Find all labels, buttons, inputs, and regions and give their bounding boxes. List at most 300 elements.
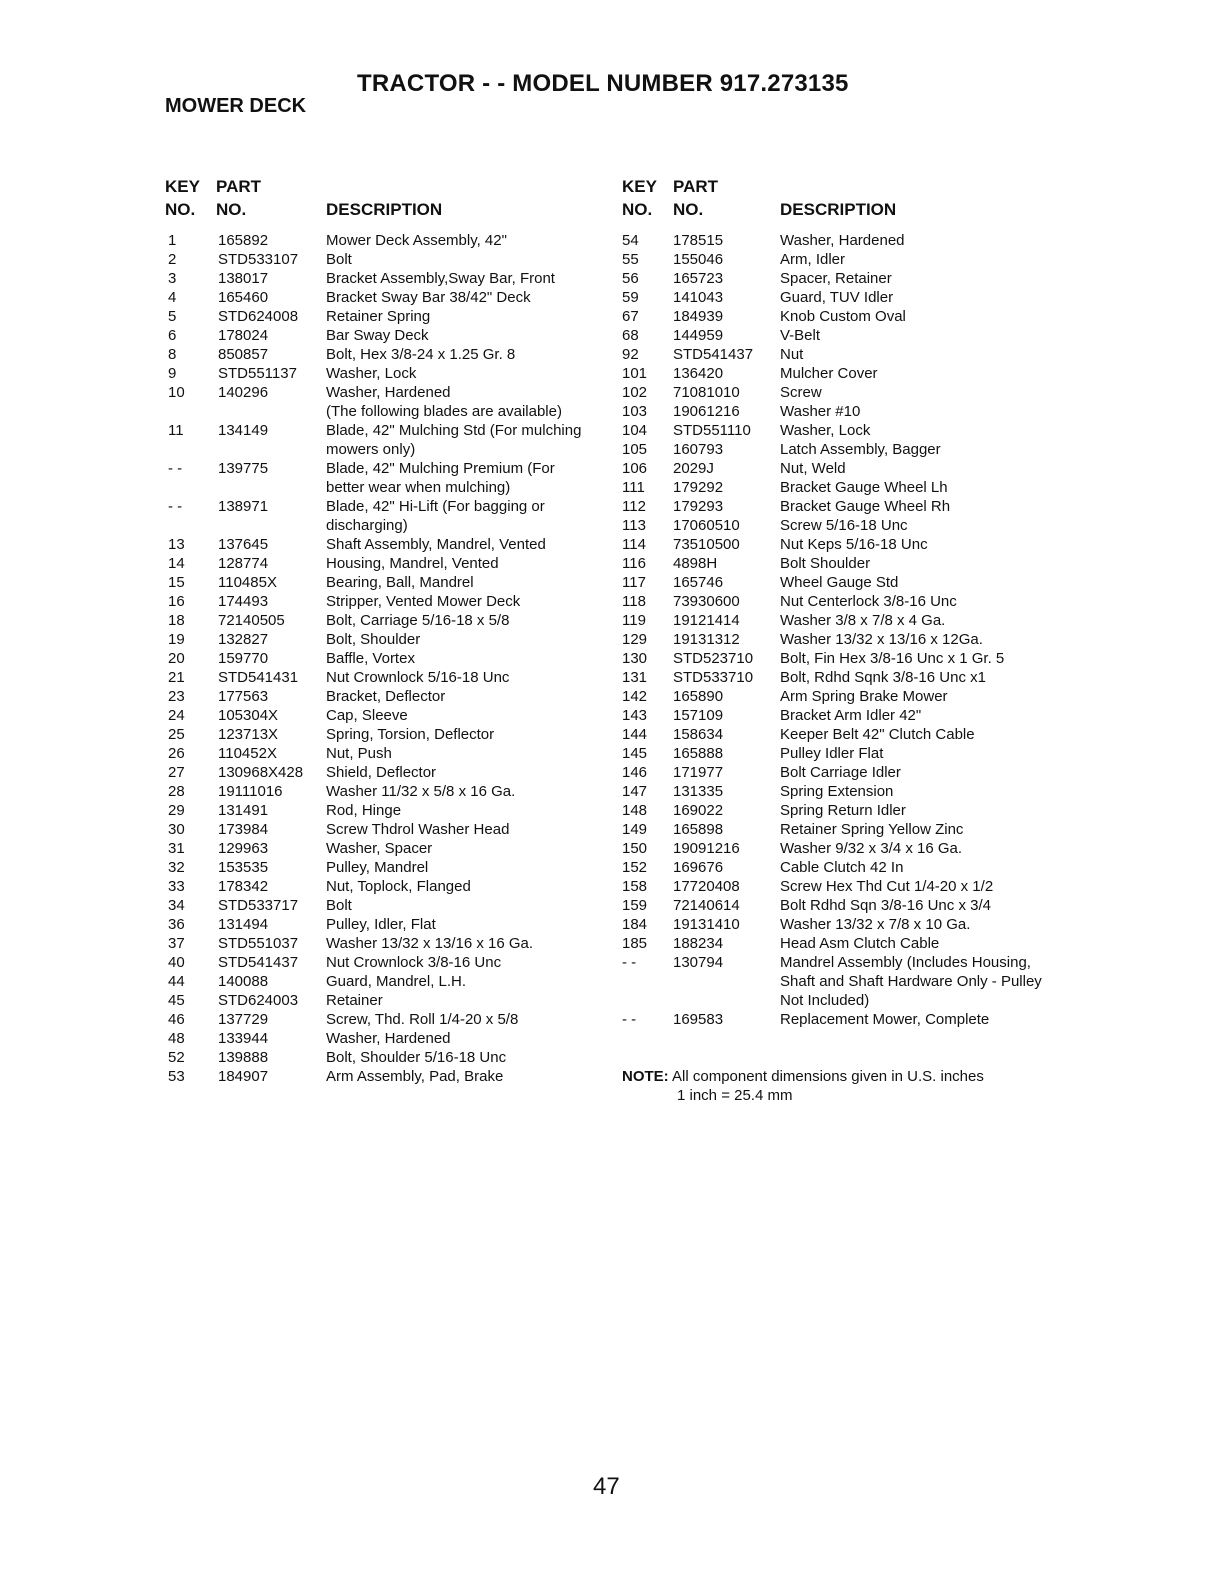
part-description: Stripper, Vented Mower Deck xyxy=(326,593,521,610)
part-number: STD551110 xyxy=(673,422,751,439)
part-description: Nut Crownlock 5/16-18 Unc xyxy=(326,669,510,686)
key-no-label: NO. xyxy=(622,200,653,219)
key-number: 104 xyxy=(622,422,648,439)
key-number: 14 xyxy=(168,555,185,572)
key-number: 3 xyxy=(168,270,177,287)
key-number: 44 xyxy=(168,973,185,990)
part-row xyxy=(168,365,608,384)
part-number: 177563 xyxy=(218,688,269,705)
key-number: 152 xyxy=(622,859,648,876)
part-description: Washer 13/32 x 7/8 x 10 Ga. xyxy=(780,916,971,933)
part-number: 4898H xyxy=(673,555,718,572)
parts-list-left xyxy=(168,232,608,1087)
part-number: 17060510 xyxy=(673,517,740,534)
key-number: 102 xyxy=(622,384,648,401)
part-description: Screw Thdrol Washer Head xyxy=(326,821,510,838)
key-number: 116 xyxy=(622,555,646,572)
part-number: 131335 xyxy=(673,783,724,800)
part-number: 19121414 xyxy=(673,612,740,629)
part-number: 138971 xyxy=(218,498,269,515)
part-number: 188234 xyxy=(673,935,724,952)
part-number: 137729 xyxy=(218,1011,269,1028)
part-number: 144959 xyxy=(673,327,724,344)
part-description: Nut, Weld xyxy=(780,460,846,477)
part-row xyxy=(622,270,1062,289)
part-description: Bracket Gauge Wheel Rh xyxy=(780,498,951,515)
key-number: 111 xyxy=(622,479,645,496)
key-number: 5 xyxy=(168,308,177,325)
key-number: 148 xyxy=(622,802,648,819)
part-description: Nut xyxy=(780,346,804,363)
key-header-top: KEY xyxy=(165,177,200,196)
part-row xyxy=(622,669,1062,688)
part-row xyxy=(168,650,608,669)
part-number: 19091216 xyxy=(673,840,740,857)
part-row xyxy=(168,688,608,707)
part-description: Bearing, Ball, Mandrel xyxy=(326,574,474,591)
key-number: 11 xyxy=(168,422,184,439)
part-description: Pulley Idler Flat xyxy=(780,745,884,762)
part-row xyxy=(168,289,608,308)
part-number: 850857 xyxy=(218,346,269,363)
part-row xyxy=(168,574,608,593)
key-number: 20 xyxy=(168,650,185,667)
part-description: Bar Sway Deck xyxy=(326,327,429,344)
part-description: Knob Custom Oval xyxy=(780,308,906,325)
part-row xyxy=(168,897,608,916)
part-number: STD533107 xyxy=(218,251,299,268)
key-number: 185 xyxy=(622,935,648,952)
part-number: 171977 xyxy=(673,764,724,781)
key-number: 13 xyxy=(168,536,185,553)
key-number: 15 xyxy=(168,574,185,591)
part-description: Bracket Sway Bar 38/42" Deck xyxy=(326,289,531,306)
part-number: 136420 xyxy=(673,365,724,382)
part-row xyxy=(622,422,1062,441)
part-row xyxy=(622,1011,1062,1030)
part-row xyxy=(622,498,1062,517)
part-number: 178342 xyxy=(218,878,269,895)
key-number: 146 xyxy=(622,764,648,781)
part-number: 160793 xyxy=(673,441,724,458)
part-row xyxy=(622,821,1062,840)
part-description: Guard, TUV Idler xyxy=(780,289,894,306)
part-description: Cable Clutch 42 In xyxy=(780,859,904,876)
part-description: Screw, Thd. Roll 1/4-20 x 5/8 xyxy=(326,1011,519,1028)
key-number: 1 xyxy=(168,232,177,249)
part-number: 71081010 xyxy=(673,384,740,401)
part-description: Blade, 42" Hi-Lift (For bagging or discharging) xyxy=(326,498,545,534)
part-number: 131491 xyxy=(218,802,269,819)
key-number: 118 xyxy=(622,593,646,610)
part-row xyxy=(168,251,608,270)
key-number: 106 xyxy=(622,460,648,477)
part-number: 165888 xyxy=(673,745,724,762)
key-number: 119 xyxy=(622,612,646,629)
part-number: STD624008 xyxy=(218,308,299,325)
part-description: Washer 9/32 x 3/4 x 16 Ga. xyxy=(780,840,963,857)
part-number: 139888 xyxy=(218,1049,269,1066)
key-number: 55 xyxy=(622,251,639,268)
part-number: 138017 xyxy=(218,270,269,287)
part-number: 184907 xyxy=(218,1068,269,1085)
part-description: Washer, Hardened xyxy=(326,1030,451,1047)
right-part-header xyxy=(673,176,718,198)
part-description: Nut, Toplock, Flanged xyxy=(326,878,471,895)
part-number: 169022 xyxy=(673,802,724,819)
part-header-top: PART xyxy=(216,177,262,196)
part-description: Mulcher Cover xyxy=(780,365,878,382)
right-part-no-header xyxy=(673,199,703,221)
part-description: Retainer xyxy=(326,992,383,1009)
key-number: 129 xyxy=(622,631,648,648)
key-number: 21 xyxy=(168,669,185,686)
part-row xyxy=(622,612,1062,631)
part-description: Bolt, Rdhd Sqnk 3/8-16 Unc x1 xyxy=(780,669,986,686)
part-description: Pulley, Idler, Flat xyxy=(326,916,436,933)
part-row xyxy=(168,536,608,555)
right-key-no-header xyxy=(622,199,652,221)
part-description: Spring Return Idler xyxy=(780,802,906,819)
part-number: 157109 xyxy=(673,707,724,724)
part-description: Shaft Assembly, Mandrel, Vented xyxy=(326,536,546,553)
part-row xyxy=(622,289,1062,308)
key-number: 67 xyxy=(622,308,639,325)
part-row xyxy=(168,783,608,802)
part-number: 173984 xyxy=(218,821,269,838)
part-number: 128774 xyxy=(218,555,269,572)
key-number: 48 xyxy=(168,1030,185,1047)
part-number: 178515 xyxy=(673,232,724,249)
part-number: 129963 xyxy=(218,840,269,857)
part-number: 178024 xyxy=(218,327,269,344)
part-row xyxy=(622,403,1062,422)
part-row xyxy=(168,270,608,289)
part-number: 169676 xyxy=(673,859,724,876)
part-number: 19131312 xyxy=(673,631,740,648)
part-description: Bolt Shoulder xyxy=(780,555,871,572)
key-no-label: NO. xyxy=(165,200,196,219)
part-number: 140296 xyxy=(218,384,269,401)
part-row xyxy=(168,346,608,365)
part-description: Bolt, Hex 3/8-24 x 1.25 Gr. 8 xyxy=(326,346,516,363)
part-row xyxy=(168,498,608,536)
part-number: STD523710 xyxy=(673,650,754,667)
key-number: 26 xyxy=(168,745,185,762)
part-number: STD541437 xyxy=(673,346,754,363)
part-row xyxy=(168,612,608,631)
key-number: 149 xyxy=(622,821,648,838)
part-number: 130794 xyxy=(673,954,724,971)
key-number: 27 xyxy=(168,764,185,781)
part-row xyxy=(168,878,608,897)
part-row xyxy=(622,935,1062,954)
key-number: 52 xyxy=(168,1049,185,1066)
part-row xyxy=(622,745,1062,764)
key-number: 29 xyxy=(168,802,185,819)
part-row xyxy=(168,802,608,821)
part-number: 184939 xyxy=(673,308,724,325)
part-row xyxy=(622,460,1062,479)
part-number: 139775 xyxy=(218,460,269,477)
part-description: Nut Centerlock 3/8-16 Unc xyxy=(780,593,957,610)
part-description: Blade, 42" Mulching Std (For mulching mowers only) xyxy=(326,422,582,458)
part-number: 19061216 xyxy=(673,403,740,420)
key-number: 113 xyxy=(622,517,646,534)
part-row xyxy=(168,764,608,783)
key-number: 45 xyxy=(168,992,185,1009)
part-number: 159770 xyxy=(218,650,269,667)
part-row xyxy=(622,574,1062,593)
part-number: 110485X xyxy=(218,574,277,591)
part-number: 134149 xyxy=(218,422,269,439)
part-description: Bolt, Shoulder xyxy=(326,631,421,648)
key-number: 31 xyxy=(168,840,185,857)
part-description: Latch Assembly, Bagger xyxy=(780,441,941,458)
part-number: 169583 xyxy=(673,1011,724,1028)
part-row xyxy=(622,593,1062,612)
part-description: Arm Spring Brake Mower xyxy=(780,688,948,705)
description-label: DESCRIPTION xyxy=(780,200,897,219)
key-number: 147 xyxy=(622,783,648,800)
part-description: Nut Crownlock 3/8-16 Unc xyxy=(326,954,502,971)
key-number: 23 xyxy=(168,688,185,705)
part-description: Keeper Belt 42" Clutch Cable xyxy=(780,726,975,743)
part-row xyxy=(168,669,608,688)
part-row xyxy=(622,726,1062,745)
part-row xyxy=(622,688,1062,707)
part-number: STD541431 xyxy=(218,669,299,686)
page-number: 47 xyxy=(593,1473,620,1500)
part-row xyxy=(168,593,608,612)
part-row xyxy=(168,384,608,403)
part-description: Nut Keps 5/16-18 Unc xyxy=(780,536,928,553)
part-description: Washer 13/32 x 13/16 x 16 Ga. xyxy=(326,935,534,952)
part-number: 110452X xyxy=(218,745,277,762)
key-number: 37 xyxy=(168,935,185,952)
part-description: Spring, Torsion, Deflector xyxy=(326,726,495,743)
key-number: 131 xyxy=(622,669,648,686)
part-number: 73930600 xyxy=(673,593,740,610)
left-description-header xyxy=(326,199,442,221)
part-number: 132827 xyxy=(218,631,269,648)
part-description: Cap, Sleeve xyxy=(326,707,408,724)
part-row xyxy=(168,935,608,954)
key-number: 19 xyxy=(168,631,185,648)
part-description: Washer 11/32 x 5/8 x 16 Ga. xyxy=(326,783,516,800)
part-description: Replacement Mower, Complete xyxy=(780,1011,990,1028)
part-description: Washer, Spacer xyxy=(326,840,433,857)
part-row xyxy=(168,232,608,251)
part-number: 123713X xyxy=(218,726,279,743)
part-row xyxy=(622,650,1062,669)
part-number: 165723 xyxy=(673,270,724,287)
part-row xyxy=(622,954,1062,1011)
part-number: 165890 xyxy=(673,688,724,705)
part-number: STD533717 xyxy=(218,897,299,914)
part-row xyxy=(168,859,608,878)
part-description: Bolt Rdhd Sqn 3/8-16 Unc x 3/4 xyxy=(780,897,991,914)
left-key-header xyxy=(165,176,200,198)
section-title: MOWER DECK xyxy=(165,95,307,117)
part-description: Screw xyxy=(780,384,822,401)
part-row xyxy=(622,327,1062,346)
part-number: 137645 xyxy=(218,536,269,553)
part-row xyxy=(168,916,608,935)
part-row xyxy=(622,897,1062,916)
key-number: 6 xyxy=(168,327,177,344)
part-number: 165892 xyxy=(218,232,269,249)
part-number: 17720408 xyxy=(673,878,740,895)
part-description: Retainer Spring xyxy=(326,308,431,325)
part-number: 179292 xyxy=(673,479,724,496)
part-description: Washer 13/32 x 13/16 x 12Ga. xyxy=(780,631,983,648)
right-key-header xyxy=(622,176,657,198)
key-number: 24 xyxy=(168,707,185,724)
key-number: 92 xyxy=(622,346,639,363)
key-number: 32 xyxy=(168,859,185,876)
part-description: Bolt, Fin Hex 3/8-16 Unc x 1 Gr. 5 xyxy=(780,650,1005,667)
key-number: 105 xyxy=(622,441,648,458)
part-description: Bracket Arm Idler 42" xyxy=(780,707,922,724)
key-number: 18 xyxy=(168,612,185,629)
part-row xyxy=(622,536,1062,555)
part-description: Nut, Push xyxy=(326,745,392,762)
part-row xyxy=(168,422,608,460)
key-number: 159 xyxy=(622,897,648,914)
part-no-label: NO. xyxy=(216,200,247,219)
part-row xyxy=(622,707,1062,726)
part-description: Bracket Assembly,Sway Bar, Front xyxy=(326,270,555,287)
part-row xyxy=(168,1068,608,1087)
right-description-header xyxy=(780,199,896,221)
part-row xyxy=(168,973,608,992)
part-number: STD541437 xyxy=(218,954,299,971)
part-row xyxy=(168,631,608,650)
part-row xyxy=(168,555,608,574)
note-label: NOTE: xyxy=(622,1068,669,1085)
part-description: Pulley, Mandrel xyxy=(326,859,429,876)
key-number: 117 xyxy=(622,574,646,591)
part-number: 131494 xyxy=(218,916,269,933)
note-line1: All component dimensions given in U.S. inches xyxy=(672,1068,984,1085)
part-number: 153535 xyxy=(218,859,269,876)
part-row xyxy=(168,992,608,1011)
key-number: - - xyxy=(168,498,183,515)
part-description: Spring Extension xyxy=(780,783,894,800)
part-number: STD533710 xyxy=(673,669,754,686)
part-row xyxy=(622,232,1062,251)
part-row xyxy=(622,631,1062,650)
part-number: 73510500 xyxy=(673,536,740,553)
left-part-header xyxy=(216,176,261,198)
part-row xyxy=(168,954,608,973)
key-number: 34 xyxy=(168,897,185,914)
part-row xyxy=(622,916,1062,935)
key-number: 101 xyxy=(622,365,648,382)
part-number: 158634 xyxy=(673,726,724,743)
key-number: 25 xyxy=(168,726,185,743)
part-number: 72140614 xyxy=(673,897,740,914)
part-row xyxy=(622,384,1062,403)
part-number: 174493 xyxy=(218,593,269,610)
key-number: 16 xyxy=(168,593,185,610)
key-number: 30 xyxy=(168,821,185,838)
part-row xyxy=(622,346,1062,365)
key-number: 40 xyxy=(168,954,185,971)
part-row xyxy=(622,308,1062,327)
part-row xyxy=(622,764,1062,783)
part-row xyxy=(168,327,608,346)
part-row xyxy=(168,460,608,498)
part-row xyxy=(168,308,608,327)
part-row xyxy=(622,840,1062,859)
part-number: 141043 xyxy=(673,289,724,306)
key-number: 112 xyxy=(622,498,646,515)
part-number: 179293 xyxy=(673,498,724,515)
key-number: 2 xyxy=(168,251,177,268)
part-number: 19111016 xyxy=(218,783,283,800)
part-description: Arm, Idler xyxy=(780,251,846,268)
key-number: 150 xyxy=(622,840,648,857)
part-description: Bolt, Shoulder 5/16-18 Unc xyxy=(326,1049,507,1066)
key-number: 4 xyxy=(168,289,177,306)
part-row xyxy=(168,840,608,859)
part-description: Spacer, Retainer xyxy=(780,270,892,287)
part-row xyxy=(168,1049,608,1068)
part-description: Housing, Mandrel, Vented xyxy=(326,555,499,572)
part-description: Washer, Lock xyxy=(326,365,417,382)
key-number: 8 xyxy=(168,346,177,363)
part-number: STD624003 xyxy=(218,992,299,1009)
part-row xyxy=(168,1030,608,1049)
part-row xyxy=(168,821,608,840)
left-part-no-header xyxy=(216,199,246,221)
key-number: 53 xyxy=(168,1068,185,1085)
parts-list-right xyxy=(622,232,1062,1030)
note xyxy=(622,1067,984,1105)
part-row xyxy=(622,802,1062,821)
part-description: Head Asm Clutch Cable xyxy=(780,935,940,952)
part-description: Bolt xyxy=(326,251,352,268)
part-row xyxy=(622,365,1062,384)
part-number: 165460 xyxy=(218,289,269,306)
part-row xyxy=(622,441,1062,460)
part-description: Baffle, Vortex xyxy=(326,650,415,667)
part-row xyxy=(622,783,1062,802)
key-number: 28 xyxy=(168,783,185,800)
key-number: 114 xyxy=(622,536,646,553)
part-row xyxy=(622,479,1062,498)
part-description: (The following blades are available) xyxy=(326,403,562,420)
key-number: 36 xyxy=(168,916,185,933)
key-number: 54 xyxy=(622,232,639,249)
part-description: Washer 3/8 x 7/8 x 4 Ga. xyxy=(780,612,946,629)
part-number: 105304X xyxy=(218,707,279,724)
part-description: Bolt Carriage Idler xyxy=(780,764,901,781)
part-number: 155046 xyxy=(673,251,724,268)
part-row xyxy=(622,878,1062,897)
part-number: 19131410 xyxy=(673,916,740,933)
key-number: 103 xyxy=(622,403,648,420)
part-description: Arm Assembly, Pad, Brake xyxy=(326,1068,504,1085)
part-description: Bracket, Deflector xyxy=(326,688,446,705)
part-row xyxy=(622,517,1062,536)
part-description: Bolt xyxy=(326,897,352,914)
key-number: 130 xyxy=(622,650,648,667)
part-description: Washer, Lock xyxy=(780,422,871,439)
part-description: Wheel Gauge Std xyxy=(780,574,899,591)
